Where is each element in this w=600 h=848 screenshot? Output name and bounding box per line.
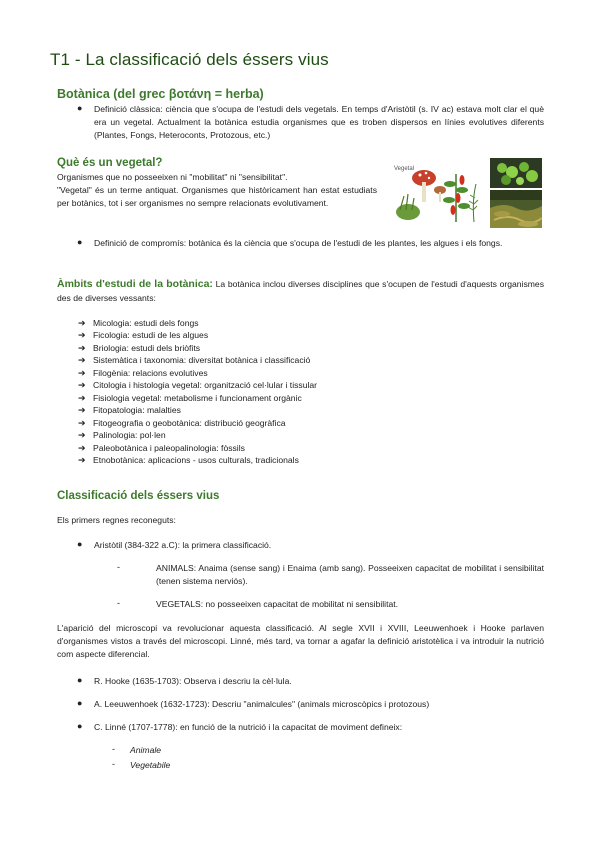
list-item: ➔ Ficologia: estudi de les algues bbox=[78, 330, 209, 341]
dash-marker: - bbox=[112, 759, 115, 769]
list-item: ➔ Paleobotànica i paleopalinologia: fòssils bbox=[78, 442, 245, 453]
arrow-right-icon: ➔ bbox=[78, 380, 86, 391]
arrow-right-icon: ➔ bbox=[78, 330, 86, 341]
bullet-dot: ● bbox=[77, 539, 83, 549]
vegetabile-item: Vegetabile bbox=[130, 760, 171, 770]
compromis-definition: Definició de compromís: botànica és la ciència que s'ocupa de l'estudi de les plantes, les algues i els fongs. bbox=[94, 238, 503, 248]
ambits-heading: Àmbits d'estudi de la botànica: bbox=[57, 278, 213, 290]
list-item: ➔ Filogènia: relacions evolutives bbox=[78, 367, 208, 378]
list-item: ➔ Micologia: estudi dels fongs bbox=[78, 318, 199, 328]
arrow-right-icon: ➔ bbox=[78, 355, 86, 366]
ambits-list bbox=[78, 317, 317, 466]
page-title: T1 - La classificació dels éssers vius bbox=[50, 50, 329, 69]
algae-photo-icon bbox=[490, 158, 542, 188]
bullet-dot: ● bbox=[77, 237, 83, 247]
dash-marker: - bbox=[117, 598, 120, 608]
arrow-right-icon: ➔ bbox=[78, 417, 86, 428]
microscopi-paragraph: L'aparició del microscopi va revolucionar aquesta classificació. Al segle XVII i XVIII, Leeuwenhoek i Hooke parlaven d'organismes vistos a través del microscopi. Linné, més tard, va tornar a agafar la definició aristotèlica i va introduir la nutrició com aspecte diferencial. bbox=[57, 623, 544, 659]
aristotil-item: Aristòtil (384-322 a.C): la primera classificació. bbox=[94, 540, 272, 550]
bullet-dot: ● bbox=[77, 103, 83, 113]
ambits-intro: La botànica inclou diverses disciplines que s'ocupen de l'estudi d'aquests organismes des de diverses vessants: bbox=[57, 279, 544, 303]
classificacio-heading: Classificació dels éssers vius bbox=[57, 490, 220, 502]
list-item: ➔ Citologia i histologia vegetal: organització cel·lular i tissular bbox=[78, 380, 318, 391]
animale-item: Animale bbox=[130, 745, 162, 755]
botanica-definition: Definició clàssica: ciència que s'ocupa de l'estudi dels vegetals. En temps d'Aristòtil (s. IV ac) estava molt clar el què era un vegetal. Actualment la botànica estudia organismes que es troben dispersos en línies evolutives diferents (Plantes, Fongs, Heteroconts, Protozous, etc.) bbox=[94, 104, 544, 140]
list-item: ➔ Fisiologia vegetal: metabolisme i funcionament orgànic bbox=[78, 392, 302, 403]
botanica-heading: Botànica (del grec βοτάνη = herba) bbox=[57, 87, 264, 101]
animals-item: ANIMALS: Anaima (sense sang) i Enaima (amb sang). Posseeixen capacitat de mobilitat i sensibilitat (tenen sistema nerviós). bbox=[156, 563, 544, 586]
plants-fungi-illustration-icon bbox=[386, 160, 482, 226]
arrow-right-icon: ➔ bbox=[78, 392, 86, 403]
list-item: ➔ Fitogeografia o geobotànica: distribució geogràfica bbox=[78, 417, 286, 428]
vegetal-heading: Què és un vegetal? bbox=[57, 157, 163, 169]
lake-photo-icon bbox=[490, 190, 542, 228]
arrow-right-icon: ➔ bbox=[78, 405, 86, 416]
vegetal-line2: "Vegetal" és un terme antiquat. Organismes que històricament han estat estudiats per botànics, tot i ser organismes no sempre relacionats evolutivament. bbox=[57, 185, 377, 208]
vegetals-item: VEGETALS: no posseeixen capacitat de mobilitat ni sensibilitat. bbox=[156, 599, 399, 609]
linne-item: C. Linné (1707-1778): en funció de la nutrició i la capacitat de moviment defineix: bbox=[94, 722, 403, 732]
arrow-right-icon: ➔ bbox=[78, 342, 86, 353]
arrow-right-icon: ➔ bbox=[78, 442, 86, 453]
algae-photo bbox=[490, 158, 542, 188]
bullet-dot: ● bbox=[77, 675, 83, 685]
arrow-right-icon: ➔ bbox=[78, 430, 86, 441]
bullet-dot: ● bbox=[77, 721, 83, 731]
figure-label: Vegetal bbox=[394, 166, 415, 172]
arrow-right-icon: ➔ bbox=[78, 454, 86, 465]
bullet-dot: ● bbox=[77, 698, 83, 708]
list-item: ➔ Fitopatologia: malalties bbox=[78, 405, 181, 416]
vegetal-illustration bbox=[386, 160, 482, 226]
primers-regnes: Els primers regnes reconeguts: bbox=[57, 515, 176, 525]
list-item: ➔ Sistemàtica i taxonomia: diversitat botànica i classificació bbox=[78, 355, 311, 366]
dash-marker: - bbox=[112, 744, 115, 754]
arrow-right-icon: ➔ bbox=[78, 367, 86, 378]
list-item: ➔ Palinologia: pol·len bbox=[78, 430, 166, 441]
leeuwenhoek-item: A. Leeuwenhoek (1632-1723): Descriu "animalcules" (animals microscòpics i protozous) bbox=[94, 699, 430, 709]
list-item: ➔ Etnobotànica: aplicacions - usos culturals, tradicionals bbox=[78, 454, 299, 465]
vegetal-line1: Organismes que no posseeixen ni "mobilitat" ni "sensibilitat". bbox=[57, 172, 288, 182]
list-item: ➔ Briologia: estudi dels briòfits bbox=[78, 342, 200, 353]
dash-marker: - bbox=[117, 562, 120, 572]
lake-photo bbox=[490, 190, 542, 228]
ambits-paragraph bbox=[57, 277, 544, 305]
arrow-right-icon: ➔ bbox=[78, 318, 86, 328]
hooke-item: R. Hooke (1635-1703): Observa i descriu la cèl·lula. bbox=[94, 676, 292, 686]
